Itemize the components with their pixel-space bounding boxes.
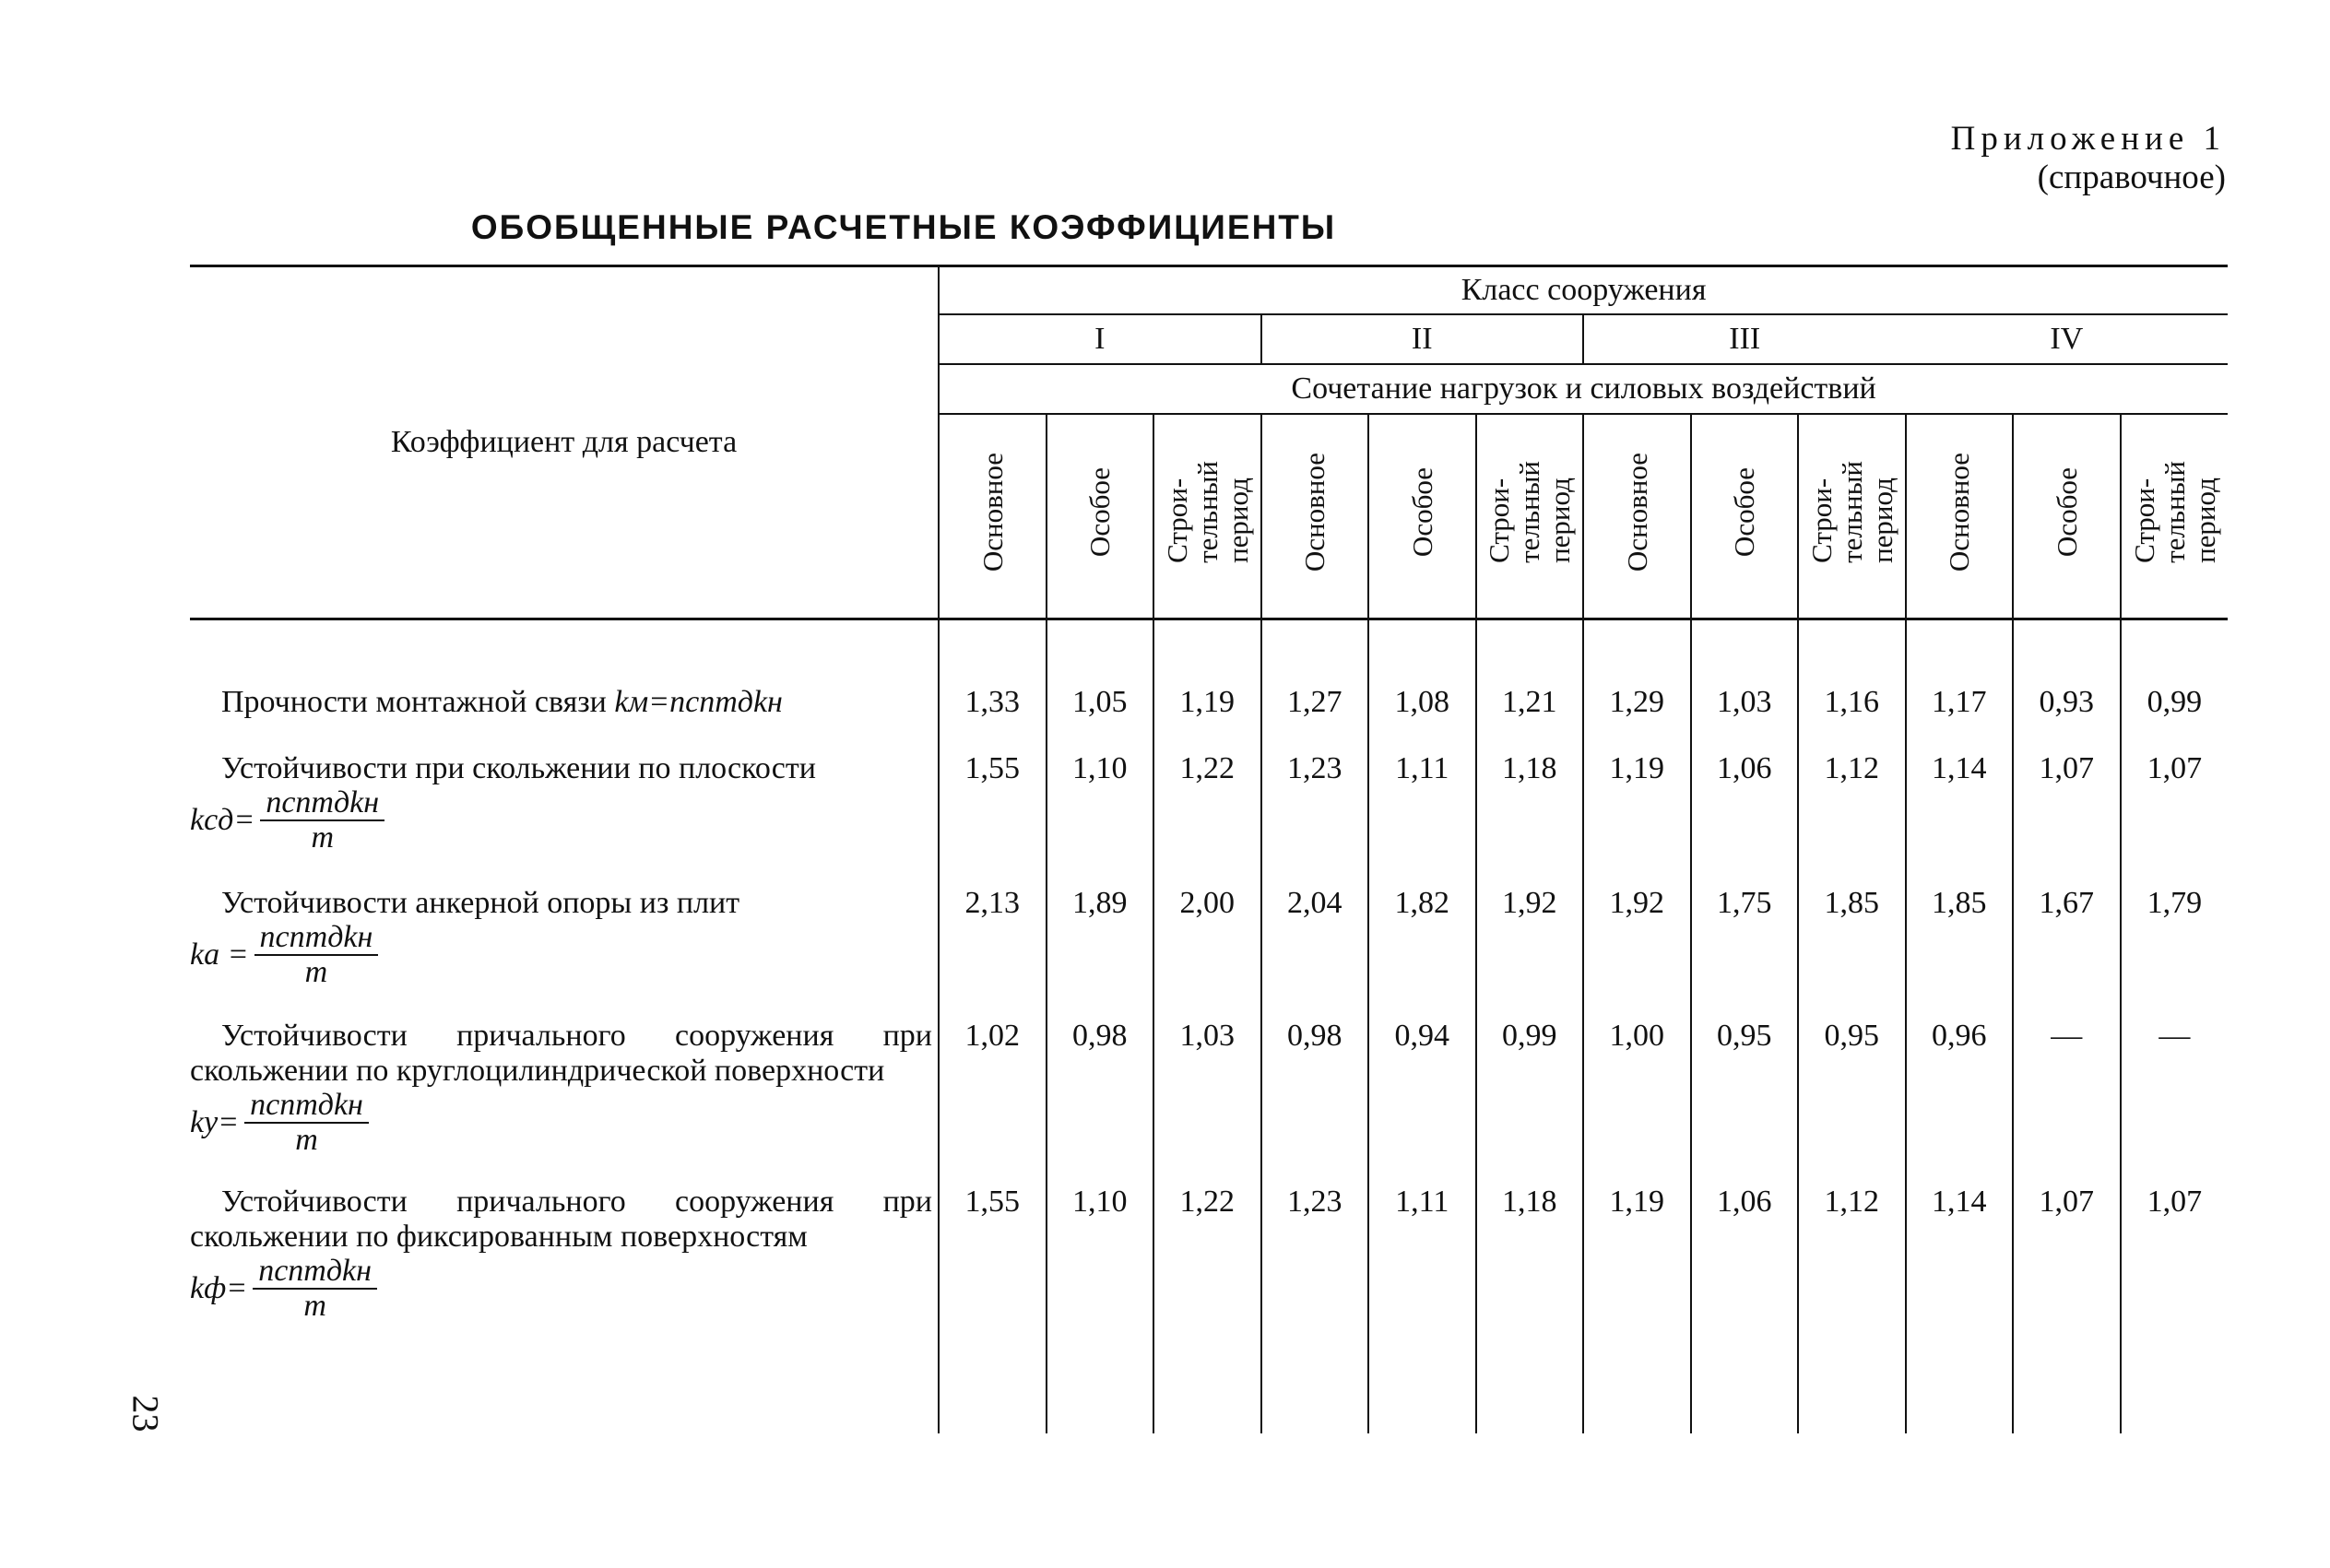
table-cell: 1,03 bbox=[1691, 685, 1799, 751]
table-cell: 1,12 bbox=[1798, 751, 1906, 886]
table-cell: 1,19 bbox=[1583, 1185, 1691, 1433]
table-cell: 0,95 bbox=[1691, 1019, 1799, 1185]
table-cell: 1,75 bbox=[1691, 886, 1799, 1019]
table-row bbox=[190, 1185, 2228, 1433]
type-special-3: Особое bbox=[1691, 414, 1799, 619]
table-cell: 1,23 bbox=[1261, 751, 1369, 886]
row-formula: kф= $\frac{\text{nсnmдkн}}{m}$ bbox=[190, 1255, 377, 1323]
table-cell: 1,11 bbox=[1368, 1185, 1476, 1433]
class-header-3: III bbox=[1583, 314, 1906, 364]
row-name: Устойчивости анкерной опоры из плит kа = $\frac{\text{nсnmдkн}}{m}$ bbox=[190, 886, 740, 989]
table-cell: 1,06 bbox=[1691, 751, 1799, 886]
table-row bbox=[190, 1019, 2228, 1185]
row-name: Устойчивости при скольжении по плоскости kсд= $\frac{\text{nсnmдkн}}{m}$ bbox=[190, 751, 816, 855]
type-construction-3: Строи- тельный период bbox=[1798, 414, 1906, 619]
table-cell: 1,22 bbox=[1153, 1185, 1261, 1433]
table-cell: 1,89 bbox=[1047, 886, 1154, 1019]
table-cell: 1,27 bbox=[1261, 685, 1369, 751]
row-name: Устойчивости причального сооружения при скольжении по фиксированным поверхностям kф= $\frac{\text{nсnmдkн}}{m}$ bbox=[190, 1185, 932, 1323]
spacer-row bbox=[190, 619, 2228, 686]
table-cell: 1,11 bbox=[1368, 751, 1476, 886]
table-cell: 2,04 bbox=[1261, 886, 1369, 1019]
table-cell: 1,82 bbox=[1368, 886, 1476, 1019]
type-main-1: Основное bbox=[939, 414, 1047, 619]
name-column-header: Коэффициент для расчета bbox=[190, 266, 939, 619]
table-cell: 0,94 bbox=[1368, 1019, 1476, 1185]
combination-header: Сочетание нагрузок и силовых воздействий bbox=[939, 364, 2228, 414]
table-cell: 0,99 bbox=[2121, 685, 2229, 751]
table-cell: 0,96 bbox=[1906, 1019, 2014, 1185]
table-cell: 1,10 bbox=[1047, 751, 1154, 886]
table-cell: 1,18 bbox=[1476, 1185, 1584, 1433]
type-construction-2: Строи- тельный период bbox=[1476, 414, 1584, 619]
table-cell: 1,19 bbox=[1583, 751, 1691, 886]
table-cell: 2,00 bbox=[1153, 886, 1261, 1019]
table-cell: 0,95 bbox=[1798, 1019, 1906, 1185]
class-header-2: II bbox=[1261, 314, 1584, 364]
table-cell: 1,14 bbox=[1906, 751, 2014, 886]
table-cell: 1,16 bbox=[1798, 685, 1906, 751]
table-row bbox=[190, 886, 2228, 1019]
table-cell: 1,07 bbox=[2121, 751, 2229, 886]
coefficients-table bbox=[190, 265, 2228, 1433]
class-header-4: IV bbox=[1906, 314, 2229, 364]
page-number: 23 bbox=[124, 1395, 167, 1432]
table-cell: 1,03 bbox=[1153, 1019, 1261, 1185]
page-title: ОБОБЩЕННЫЕ РАСЧЕТНЫЕ КОЭФФИЦИЕНТЫ bbox=[470, 208, 1337, 246]
table-cell: 1,00 bbox=[1583, 1019, 1691, 1185]
table-cell: 1,33 bbox=[939, 685, 1047, 751]
row-formula: ky= $\frac{\text{nсnmдkн}}{m}$ bbox=[190, 1089, 369, 1157]
type-special-4: Особое bbox=[2013, 414, 2121, 619]
table-cell: 1,07 bbox=[2013, 751, 2121, 886]
row-name: Устойчивости причального сооружения при скольжении по круглоцилиндрической поверхности ky= $\frac{\text{nсnmдkн}}{m}$ bbox=[190, 1019, 932, 1157]
table-cell: 1,19 bbox=[1153, 685, 1261, 751]
table-cell: 1,92 bbox=[1476, 886, 1584, 1019]
table-cell: — bbox=[2013, 1019, 2121, 1185]
row-formula: kсд= $\frac{\text{nсnmдkн}}{m}$ bbox=[190, 786, 384, 855]
table-cell: 1,08 bbox=[1368, 685, 1476, 751]
type-main-2: Основное bbox=[1261, 414, 1369, 619]
table-cell: 1,12 bbox=[1798, 1185, 1906, 1433]
table-cell: 1,02 bbox=[939, 1019, 1047, 1185]
table-cell: 1,85 bbox=[1798, 886, 1906, 1019]
table-cell: 1,67 bbox=[2013, 886, 2121, 1019]
table-cell: 1,85 bbox=[1906, 886, 2014, 1019]
table-cell: 1,55 bbox=[939, 1185, 1047, 1433]
table-cell: 1,79 bbox=[2121, 886, 2229, 1019]
type-construction-1: Строи- тельный период bbox=[1153, 414, 1261, 619]
table-cell: 1,23 bbox=[1261, 1185, 1369, 1433]
table-cell: 0,93 bbox=[2013, 685, 2121, 751]
table-cell: 1,55 bbox=[939, 751, 1047, 886]
row-formula: kа = $\frac{\text{nсnmдkн}}{m}$ bbox=[190, 921, 378, 989]
table-cell: — bbox=[2121, 1019, 2229, 1185]
table-cell: 0,98 bbox=[1261, 1019, 1369, 1185]
table-cell: 1,17 bbox=[1906, 685, 2014, 751]
appendix-note: (справочное) bbox=[2037, 159, 2226, 196]
table-cell: 2,13 bbox=[939, 886, 1047, 1019]
type-special-1: Особое bbox=[1047, 414, 1154, 619]
appendix-label bbox=[1951, 120, 2226, 197]
type-main-3: Основное bbox=[1583, 414, 1691, 619]
table-cell: 1,29 bbox=[1583, 685, 1691, 751]
table-cell: 1,22 bbox=[1153, 751, 1261, 886]
table-cell: 1,10 bbox=[1047, 1185, 1154, 1433]
appendix-title: Приложение 1 bbox=[1950, 120, 2226, 158]
class-header: Класс сооружения bbox=[939, 266, 2228, 315]
table-cell: 0,99 bbox=[1476, 1019, 1584, 1185]
type-construction-4: Строи- тельный период bbox=[2121, 414, 2229, 619]
table-row bbox=[190, 751, 2228, 886]
row-formula: kм=nсnmдkн bbox=[614, 685, 783, 719]
table-cell: 1,07 bbox=[2013, 1185, 2121, 1433]
row-name: Прочности монтажной связи kм=nсnmдkн bbox=[221, 685, 783, 719]
table-cell: 1,92 bbox=[1583, 886, 1691, 1019]
table-cell: 1,07 bbox=[2121, 1185, 2229, 1433]
type-special-2: Особое bbox=[1368, 414, 1476, 619]
table-cell: 1,05 bbox=[1047, 685, 1154, 751]
table-row bbox=[190, 685, 2228, 751]
table-cell: 1,21 bbox=[1476, 685, 1584, 751]
type-main-4: Основное bbox=[1906, 414, 2014, 619]
table-cell: 0,98 bbox=[1047, 1019, 1154, 1185]
table-cell: 1,06 bbox=[1691, 1185, 1799, 1433]
table-cell: 1,14 bbox=[1906, 1185, 2014, 1433]
table-cell: 1,18 bbox=[1476, 751, 1584, 886]
class-header-1: I bbox=[939, 314, 1261, 364]
